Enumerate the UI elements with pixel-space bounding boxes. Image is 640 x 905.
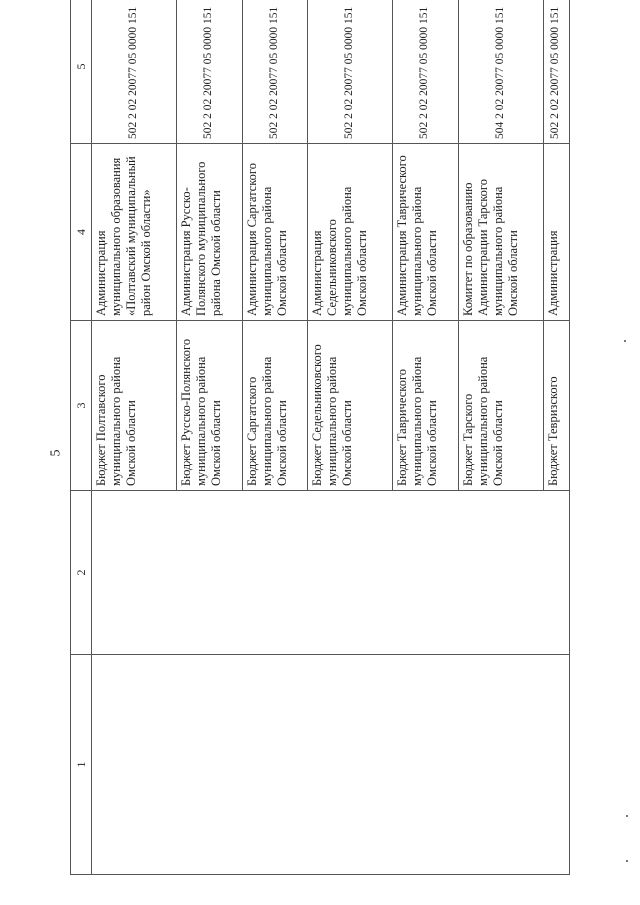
admin-cell: Администрация Таврического муниципального района Омской области — [393, 144, 458, 321]
code-cell: 502 2 02 20077 05 0000 151 — [393, 0, 458, 144]
admin-cell: Комитет по образованию Администрации Тарского муниципального района Омской области — [458, 144, 543, 321]
empty-cell-col-2 — [92, 491, 570, 655]
admin-cell: Администрация — [543, 144, 569, 321]
header-col-2: 2 — [71, 491, 92, 655]
header-row — [71, 0, 92, 875]
budget-cell: Бюджет Седельниковского муниципального района Омской области — [308, 321, 393, 491]
admin-cell: Администрация муниципального образования «Полтавский муниципальный район Омской области» — [92, 144, 177, 321]
scan-speck — [624, 340, 626, 342]
budget-cell: Бюджет Русско-Полянского муниципального района Омской области — [177, 321, 242, 491]
admin-cell: Администрация Саргатского муниципального района Омской области — [242, 144, 307, 321]
scan-speck — [626, 815, 628, 817]
table-row — [92, 0, 177, 875]
empty-cell-col-1 — [92, 655, 570, 875]
code-cell: 504 2 02 20077 05 0000 151 — [458, 0, 543, 144]
admin-cell: Администрация Русско-Полянского муниципального района Омской области — [177, 144, 242, 321]
page-number: 5 — [48, 449, 64, 457]
code-cell: 502 2 02 20077 05 0000 151 — [177, 0, 242, 144]
admin-cell: Администрация Седельниковского муниципального района Омской области — [308, 144, 393, 321]
budget-cell: Бюджет Тарского муниципального района Омской области — [458, 321, 543, 491]
budget-cell: Бюджет Тевризского — [543, 321, 569, 491]
code-cell: 502 2 02 20077 05 0000 151 — [543, 0, 569, 144]
code-cell: 502 2 02 20077 05 0000 151 — [92, 0, 177, 144]
header-col-4: 4 — [71, 144, 92, 321]
budget-table — [70, 0, 570, 875]
scan-speck — [626, 860, 628, 862]
header-col-5: 5 — [71, 0, 92, 144]
budget-cell: Бюджет Полтавского муниципального района Омской области — [92, 321, 177, 491]
code-cell: 502 2 02 20077 05 0000 151 — [308, 0, 393, 144]
budget-cell: Бюджет Саргатского муниципального района Омской области — [242, 321, 307, 491]
budget-cell: Бюджет Таврического муниципального района Омской области — [393, 321, 458, 491]
header-col-1: 1 — [71, 655, 92, 875]
header-col-3: 3 — [71, 321, 92, 491]
budget-table-container — [70, 6, 570, 875]
code-cell: 502 2 02 20077 05 0000 151 — [242, 0, 307, 144]
